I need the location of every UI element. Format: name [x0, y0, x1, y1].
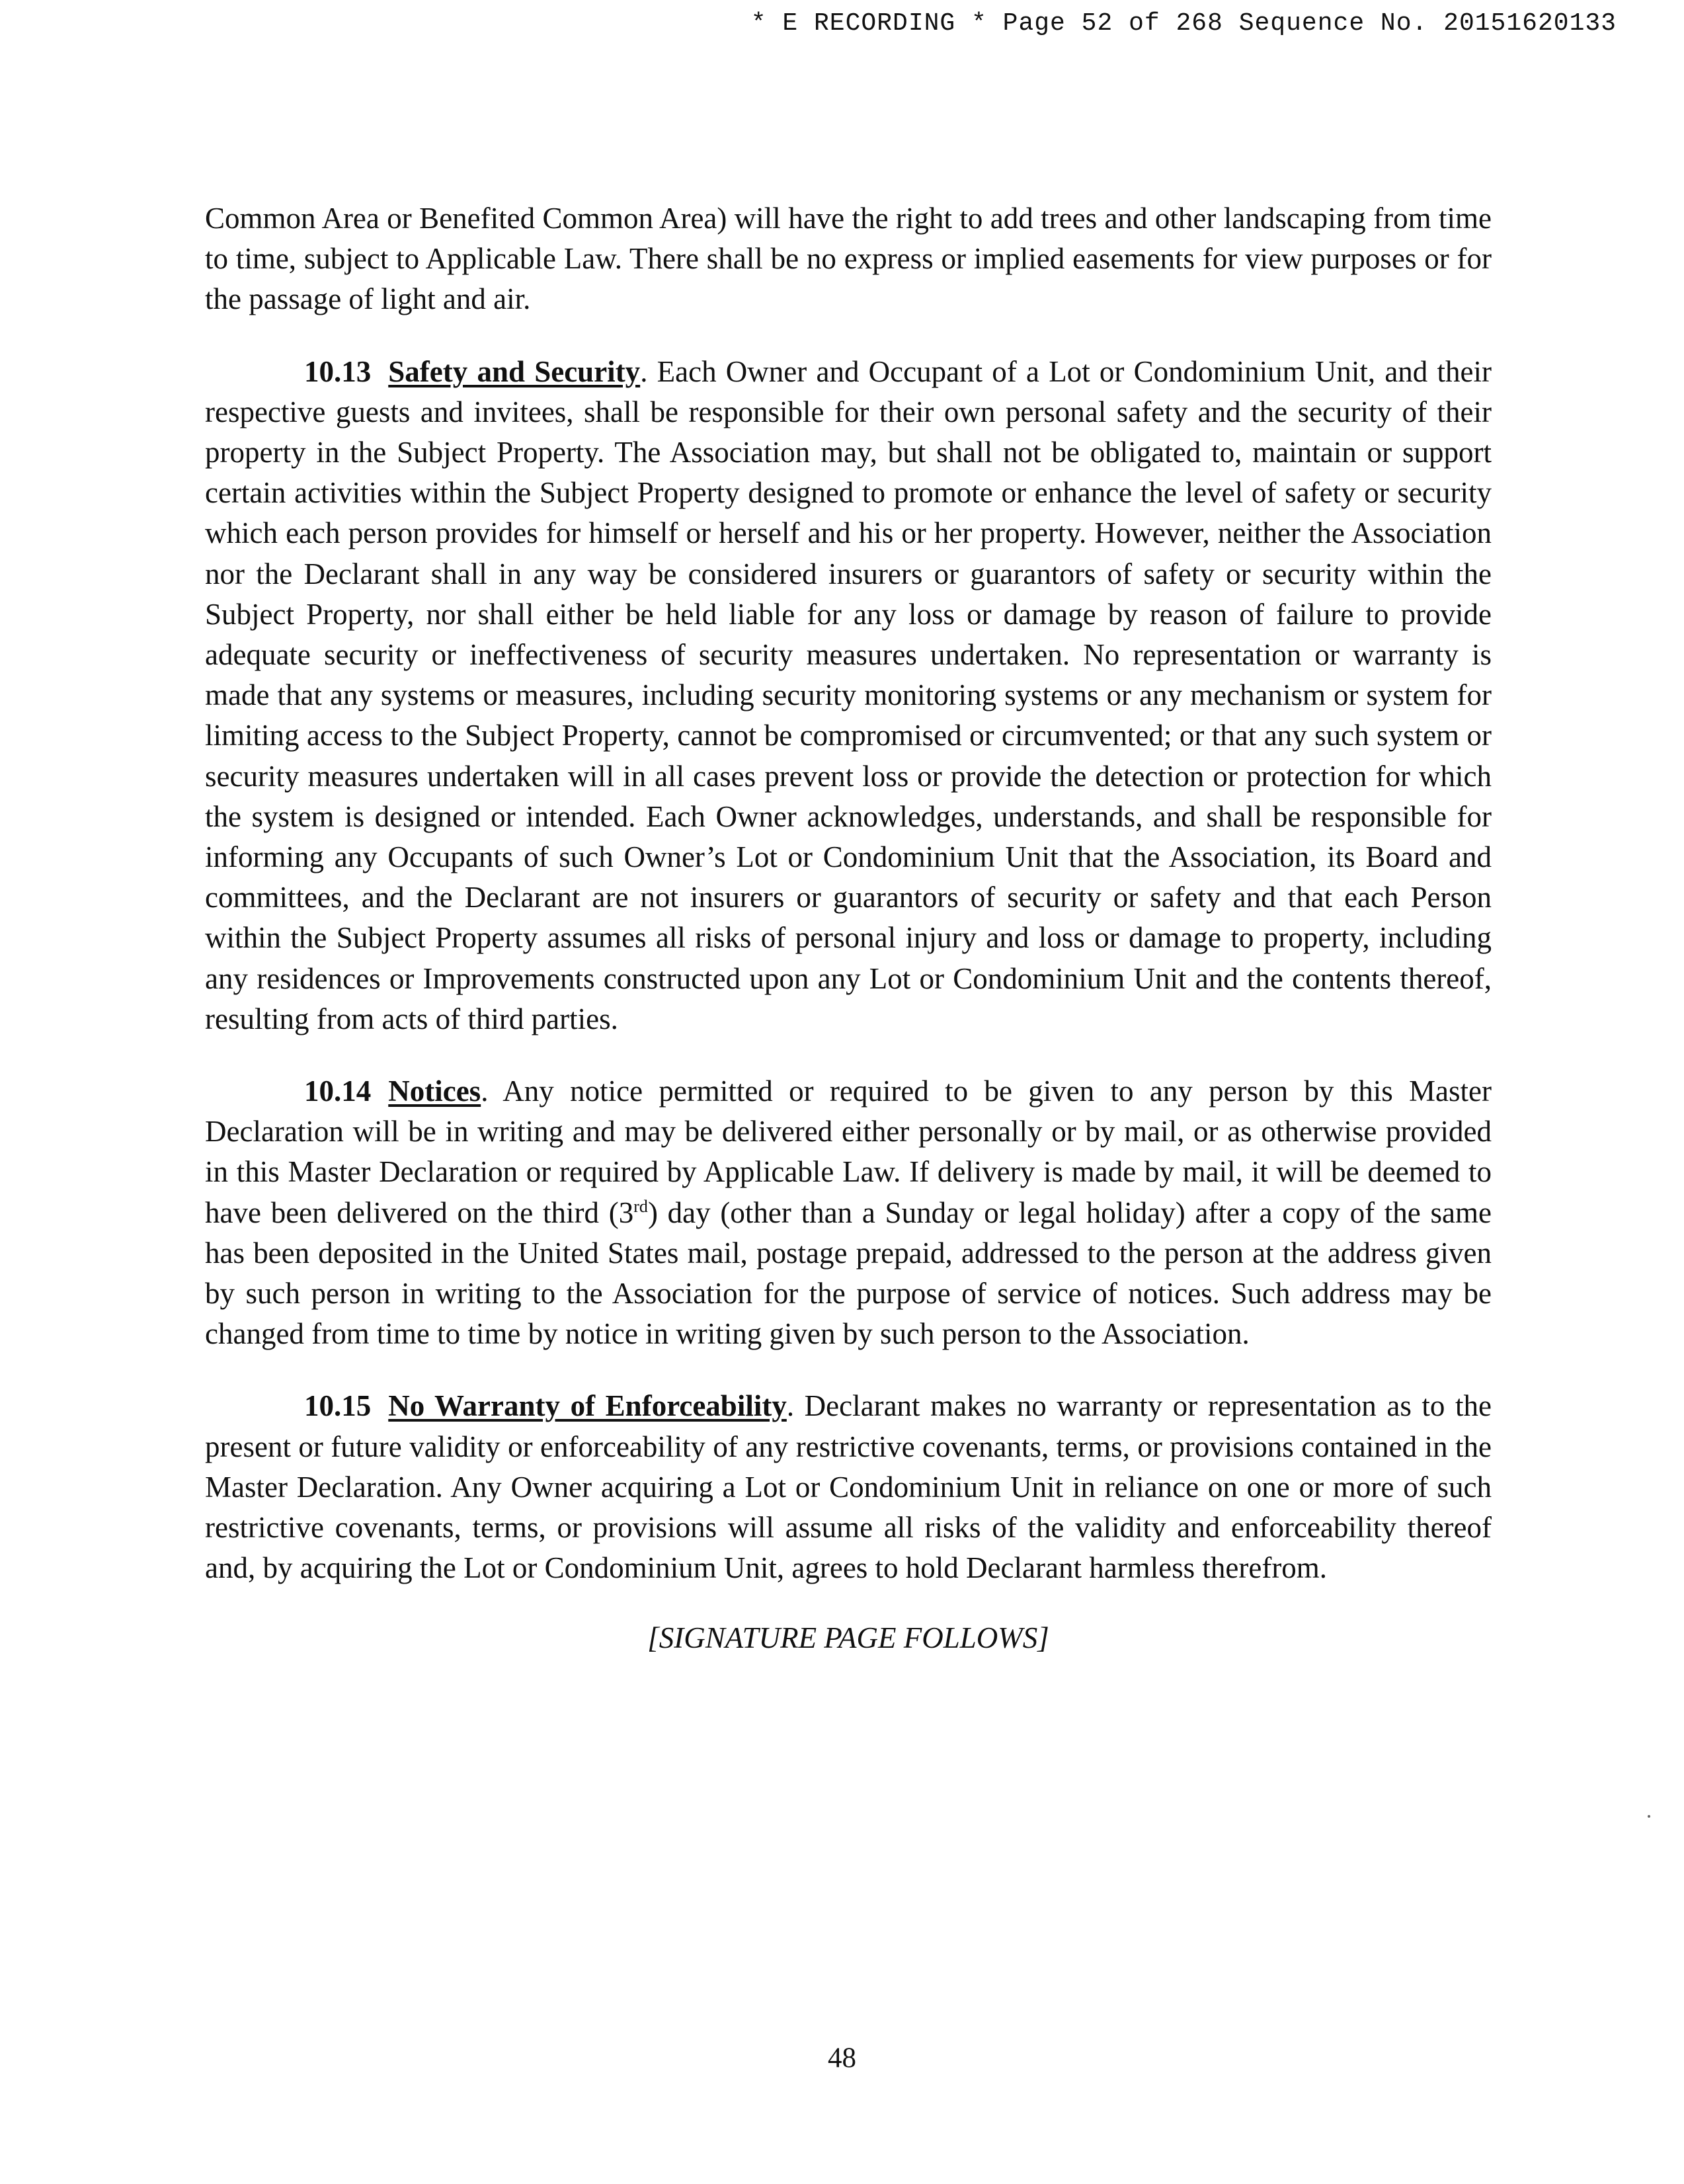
- section-number: 10.15: [304, 1389, 372, 1423]
- page-number: 48: [828, 2042, 856, 2074]
- section-body: . Declarant makes no warranty or representation as to the present or future validity or enforceability of any restrictive covenants, terms, or provisions contained in the Master Declaration. Any Owner acquiring a Lot or Condominium Unit in reliance on one or more of such restrictive covenants, terms, or provisions will assume all risks of the validity and enforceability thereof and, by acquiring the Lot or Condominium Unit, agrees to hold Declarant harmless therefrom.: [205, 1389, 1492, 1585]
- section-title: Notices: [388, 1074, 481, 1108]
- section-10-13: [205, 352, 1492, 1039]
- section-title: Safety and Security: [388, 354, 641, 388]
- scan-speck: [1648, 1815, 1650, 1818]
- signature-page-note: [SIGNATURE PAGE FOLLOWS]: [647, 1621, 1049, 1654]
- section-number: 10.14: [304, 1074, 372, 1108]
- section-10-15: [205, 1386, 1492, 1588]
- ordinal-suffix: rd: [633, 1196, 648, 1216]
- section-body: . Any notice permitted or required to be given to any person by this Master Declaration will be in writing and may be delivered either personally or by mail, or as otherwise provided in this Master Declaration or required by Applicable Law. If delivery is made by mail, it will be deemed to have been delivered on the third (3: [205, 1074, 1492, 1229]
- section-body-continued: ) day (other than a Sunday or legal holiday) after a copy of the same has been deposited in the United States mail, postage prepaid, addressed to the person at the address given by such person in writing to the Association for the purpose of service of notices. Such address may be changed from time to time by notice in writing given by such person to the Association.: [205, 1195, 1492, 1351]
- document-body: [205, 198, 1492, 1655]
- continuation-paragraph: Common Area or Benefited Common Area) will have the right to add trees and other landscaping from time to time, subject to Applicable Law. There shall be no express or implied easements for view purposes or for the passage of light and air.: [205, 202, 1492, 316]
- section-body: . Each Owner and Occupant of a Lot or Condominium Unit, and their respective guests and invitees, shall be responsible for their own personal safety and the security of their property in the Subject Property. The Association may, but shall not be obligated to, maintain or support certain activities within the Subject Property designed to promote or enhance the level of safety or security which each person provides for himself or herself and his or her property. However, neither the Association nor the Declarant shall in any way be considered insurers or guarantors of safety or security within the Subject Property, nor shall either be held liable for any loss or damage by reason of failure to provide adequate security or ineffectiveness of security measures undertaken. No representation or warranty is made that any systems or measures, including security monitoring systems or any mechanism or system for limiting access to the Subject Property, cannot be compromised or circumvented; or that any such system or security measures undertaken will in all cases prevent loss or provide the detection or protection for which the system is designed or intended. Each Owner acknowledges, understands, and shall be responsible for informing any Occupants of such Owner’s Lot or Condominium Unit that the Association, its Board and committees, and the Declarant are not insurers or guarantors of security or safety and that each Person within the Subject Property assumes all risks of personal injury and loss or damage to property, including any residences or Improvements constructed upon any Lot or Condominium Unit and the contents thereof, resulting from acts of third parties.: [205, 354, 1492, 1035]
- recording-header: * E RECORDING * Page 52 of 268 Sequence No. 20151620133: [750, 9, 1617, 38]
- section-10-14: [205, 1071, 1492, 1354]
- section-number: 10.13: [304, 354, 372, 388]
- section-title: No Warranty of Enforceability: [388, 1389, 787, 1423]
